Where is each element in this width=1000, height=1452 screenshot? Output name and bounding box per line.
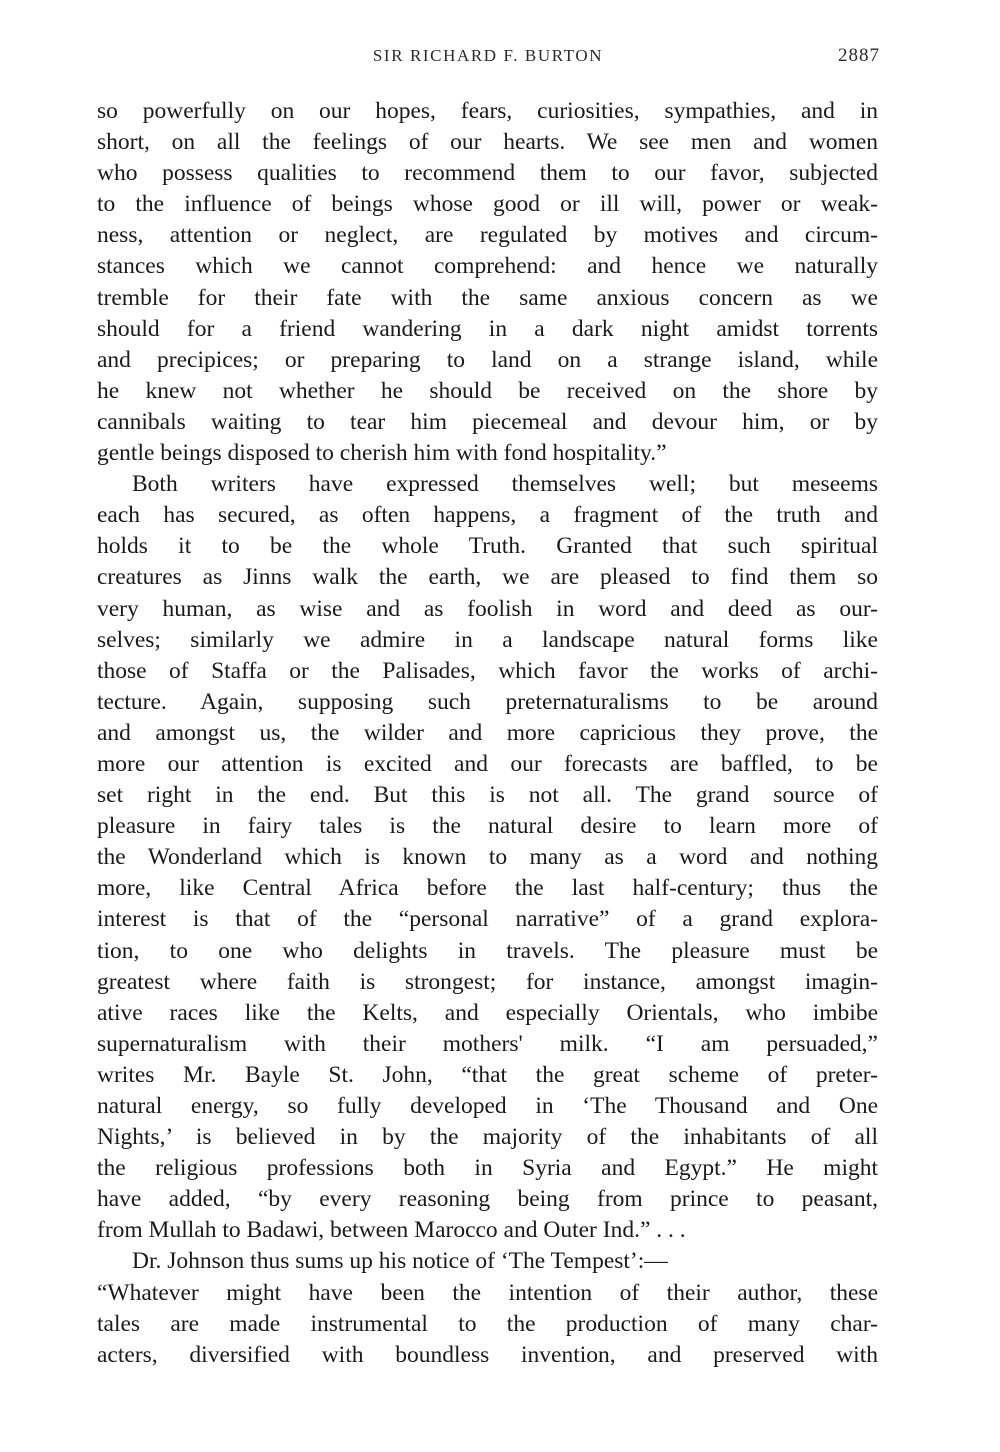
text-line: those of Staffa or the Palisades, which favor the works of archi-: [97, 657, 878, 684]
text-line: tion, to one who delights in travels. The pleasure must be: [97, 937, 878, 964]
text-line: from Mullah to Badawi, between Marocco and Outer Ind.” . . .: [97, 1217, 686, 1244]
text-line: set right in the end. But this is not all. The grand source of: [97, 782, 878, 809]
text-line: tales are made instrumental to the production of many char-: [97, 1310, 878, 1337]
text-line: stances which we cannot comprehend: and hence we naturally: [97, 253, 878, 280]
text-line: more our attention is excited and our forecasts are baffled, to be: [97, 750, 878, 777]
page-number: 2887: [838, 45, 880, 66]
running-title: SIR RICHARD F. BURTON: [372, 46, 604, 65]
text-line: Nights,’ is believed in by the majority of the inhabitants of all: [97, 1124, 878, 1151]
text-line: interest is that of the “personal narrative” of a grand explora-: [97, 906, 878, 933]
text-line: and precipices; or preparing to land on a strange island, while: [97, 346, 878, 373]
text-line: acters, diversified with boundless invention, and preserved with: [97, 1341, 878, 1368]
text-line: each has secured, as often happens, a fragment of the truth and: [97, 502, 878, 529]
text-line: and amongst us, the wilder and more capricious they prove, the: [97, 719, 878, 746]
text-line: the religious professions both in Syria and Egypt.” He might: [97, 1155, 878, 1182]
text-line: gentle beings disposed to cherish him with fond hospitality.”: [97, 440, 667, 467]
text-line: cannibals waiting to tear him piecemeal and devour him, or by: [97, 408, 878, 435]
text-line: the Wonderland which is known to many as a word and nothing: [97, 844, 878, 871]
text-line: should for a friend wandering in a dark night amidst torrents: [97, 315, 878, 342]
text-line: greatest where faith is strongest; for instance, amongst imagin-: [97, 968, 878, 995]
text-line: very human, as wise and as foolish in word and deed as our-: [97, 595, 878, 622]
text-line: writes Mr. Bayle St. John, “that the great scheme of preter-: [97, 1061, 878, 1088]
text-line: more, like Central Africa before the last half-century; thus the: [97, 875, 878, 902]
paragraph-start-line: Both writers have expressed themselves well; but meseems: [132, 471, 878, 498]
body-text: [97, 96, 878, 1371]
text-line: selves; similarly we admire in a landscape natural forms like: [97, 626, 878, 653]
text-line: ness, attention or neglect, are regulated by motives and circum-: [97, 222, 878, 249]
text-line: pleasure in fairy tales is the natural desire to learn more of: [97, 813, 878, 840]
text-line: tecture. Again, supposing such preternaturalisms to be around: [97, 688, 878, 715]
text-line: creatures as Jinns walk the earth, we are pleased to find them so: [97, 564, 878, 591]
paragraph-start-line: Dr. Johnson thus sums up his notice of ‘The Tempest’:—: [132, 1248, 668, 1275]
text-line: natural energy, so fully developed in ‘The Thousand and One: [97, 1093, 878, 1119]
text-line: tremble for their fate with the same anxious concern as we: [97, 284, 878, 311]
text-line: who possess qualities to recommend them to our favor, subjected: [97, 160, 878, 187]
text-line: so powerfully on our hopes, fears, curiosities, sympathies, and in: [97, 98, 878, 124]
text-line: to the influence of beings whose good or ill will, power or weak-: [97, 191, 878, 218]
text-line: supernaturalism with their mothers' milk. “I am persuaded,”: [97, 1030, 878, 1057]
text-line: have added, “by every reasoning being from prince to peasant,: [97, 1186, 878, 1213]
text-line: ative races like the Kelts, and especially Orientals, who imbibe: [97, 999, 878, 1026]
page-header: [96, 46, 880, 76]
text-line: “Whatever might have been the intention of their author, these: [97, 1279, 878, 1306]
text-line: holds it to be the whole Truth. Granted that such spiritual: [97, 533, 878, 560]
text-line: he knew not whether he should be received on the shore by: [97, 377, 878, 404]
text-line: short, on all the feelings of our hearts. We see men and women: [97, 129, 878, 156]
